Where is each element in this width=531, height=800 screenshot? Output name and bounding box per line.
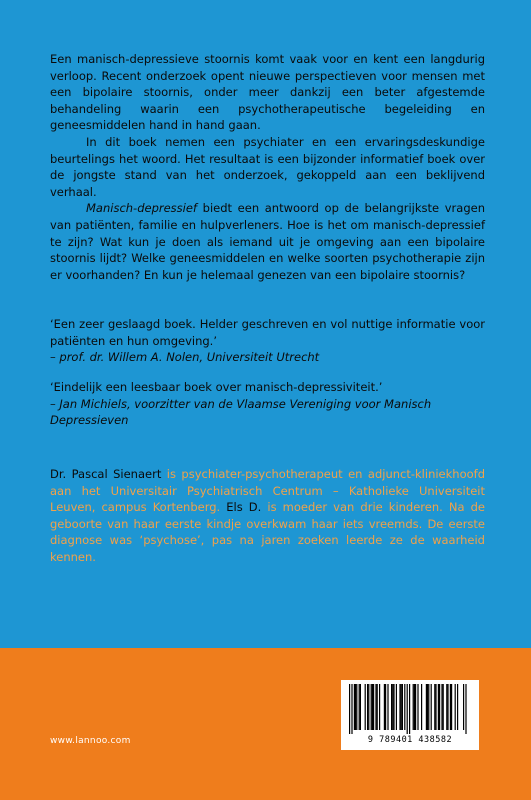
blurb (50, 51, 485, 283)
barcode-bar (359, 684, 360, 730)
barcode-bar (368, 684, 369, 730)
barcode-bar (360, 684, 361, 730)
barcode-bar (451, 684, 452, 730)
barcode-bar (455, 684, 456, 730)
barcode-bar (349, 684, 350, 734)
barcode-bar (465, 684, 466, 734)
barcode-bar (435, 684, 436, 730)
barcode-bar (427, 684, 428, 730)
barcode-bar (431, 684, 432, 730)
quote-text: ‘Een zeer geslaagd boek. Helder geschreven en vol nuttige informatie voor patiënten en hun omgeving.’ (50, 317, 485, 348)
barcode-bar (391, 684, 392, 730)
barcode-bar (399, 684, 400, 730)
author-name-1: Dr. Pascal Sienaert (50, 467, 162, 481)
barcode-bar (377, 684, 378, 730)
author-bio-2: is moeder van drie kinderen. Na de geboorte van haar eerste kindje overkwam haar iets vreemds. De eerste diagnose was ‘psychose’, pas na jaren zoeken leerde ze de waarheid kennen. (50, 500, 485, 564)
quote-author: – Jan Michiels, voorzitter van de Vlaamse Vereniging voor Manisch Depressieven (50, 396, 432, 428)
barcode-bar (446, 684, 447, 730)
barcode-bar (434, 684, 435, 730)
barcode-bar (401, 684, 402, 730)
barcode-bar (375, 684, 376, 730)
quote-text: ‘Eindelijk een leesbaar boek over manisch-depressiviteit.’ (50, 380, 383, 394)
barcode-bar (371, 684, 372, 730)
barcode-bar (379, 684, 380, 730)
barcode-bar (351, 684, 352, 734)
review-quote-2 (50, 379, 485, 429)
author-bio-1: is psychiater-psychotherapeut en adjunct-kliniekhoofd aan het Universitair Psychiatrisch Centrum – Katholieke Universiteit Leuven, campus Kortenberg. (50, 467, 485, 515)
barcode-bar (402, 684, 403, 730)
publisher-website: www.lannoo.com (50, 736, 131, 746)
barcode-bar (413, 684, 414, 730)
review-quote-1 (50, 316, 485, 366)
barcode-bar (426, 684, 427, 730)
barcode-bar (457, 684, 458, 730)
barcode-bar (355, 684, 356, 730)
barcode-bars (347, 684, 473, 734)
barcode-bar (393, 684, 394, 730)
isbn-number: 9 789401 438582 (367, 735, 453, 745)
barcode-bar (409, 684, 410, 734)
barcode-bar (428, 684, 429, 730)
barcode-bar (396, 684, 397, 730)
barcode-bar (447, 684, 448, 730)
barcode-bar (404, 684, 405, 730)
barcode-bar (356, 684, 357, 730)
barcode-bar (421, 684, 422, 730)
barcode-bar (365, 684, 366, 730)
barcode-bar (414, 684, 415, 730)
barcode-bar (392, 684, 393, 730)
barcode-bar (415, 684, 416, 730)
blurb-paragraph-2: In dit boek nemen een psychiater en een ervaringsdeskundige beurtelings het woord. Het resultaat is een bijzonder informatief boek over de jongste stand van het onderzoek, gekoppeld aan een beklijvend verhaal. (50, 134, 485, 199)
blurb-paragraph-1: Een manisch-depressieve stoornis komt vaak voor en kent een langdurig verloop. Recent onderzoek opent nieuwe perspectieven voor mensen met een bipolaire stoornis, onder meer dankzij een beter afgestemde behandeling waarin een psychotherapeutische begeleiding en geneesmiddelen hand in hand gaan. (50, 52, 485, 133)
author-bios (50, 466, 485, 566)
blurb-paragraph-3-text: biedt een antwoord op de belangrijkste vragen van patiënten, familie en hulpverleners. Hoe is het om manisch-depressief te zijn? Wat kun je doen als iemand uit je omgeving aan een bipolaire stoornis lijdt? Welke geneesmiddelen en welke soorten psychotherapie zijn er voorhanden? En kun je helemaal genezen van een bipolaire stoornis? (50, 201, 485, 282)
barcode-bar (387, 684, 388, 730)
barcode-bar (385, 684, 386, 730)
blurb-paragraph-3 (50, 200, 485, 283)
barcode-bar (443, 684, 444, 730)
barcode-bar (463, 684, 464, 730)
barcode-bar (373, 684, 374, 730)
barcode-bar (384, 684, 385, 730)
barcode-bar (367, 684, 368, 730)
barcode-bar (417, 684, 418, 730)
barcode-bar (438, 684, 439, 730)
barcode-bar (450, 684, 451, 730)
book-title: Manisch-depressief (86, 201, 197, 216)
barcode-bar (407, 684, 408, 734)
barcode-bar (372, 684, 373, 730)
barcode-bar (439, 684, 440, 730)
author-name-2: Els D. (220, 500, 262, 515)
isbn-barcode (341, 680, 479, 750)
quote-author: – prof. dr. Willem A. Nolen, Universiteit Utrecht (50, 350, 320, 365)
barcode-bar (354, 684, 355, 730)
barcode-bar (441, 684, 442, 730)
